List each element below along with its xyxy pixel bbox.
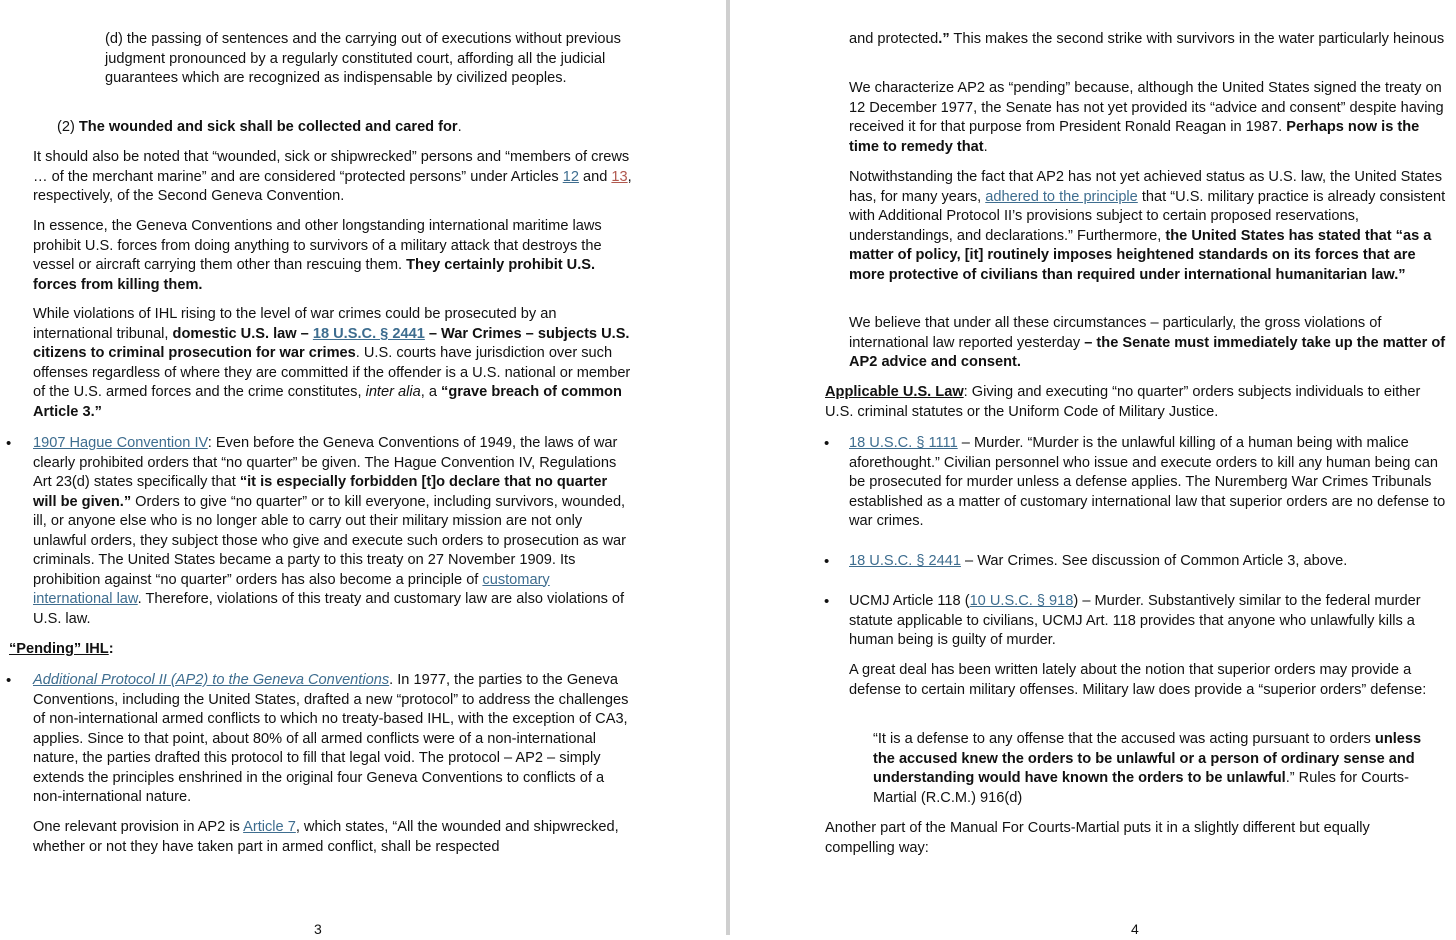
paragraph-great-deal: A great deal has been written lately about the notion that superior orders may provide a defense to certain military offenses. Military law does provide a “superior orders” defense: <box>849 662 1427 698</box>
heading-applicable-law: Applicable U.S. Law <box>825 384 964 400</box>
link-article-7[interactable]: Article 7 <box>243 819 296 835</box>
paragraph-essence <box>33 217 631 295</box>
text: . Therefore, violations of this treaty and customary law are also violations of U.S. law. <box>33 591 625 627</box>
text: , a <box>420 384 442 400</box>
page-number: 3 <box>314 921 322 937</box>
bold-text: – the Senate must immediately take up the matter of AP2 advice and consent. <box>849 334 1446 370</box>
bold-text: Perhaps now is the time to remedy that <box>849 119 1420 155</box>
bullet-point: • <box>824 435 830 452</box>
bullet-18-usc-1111 <box>849 434 1449 532</box>
page-number: 4 <box>1131 921 1139 937</box>
text: and protected <box>849 31 939 47</box>
text: .” Rules for Courts-Martial (R.C.M.) 916(d) <box>873 770 1409 806</box>
text: We believe that under all these circumstances – particularly, the gross violations of international law reported yesterday <box>849 315 1382 351</box>
bullet-ap2 <box>33 671 633 808</box>
text: It should also be noted that “wounded, sick or shipwrecked” persons and “members of crews … of the merchant marine” and are considered “protected persons” under Articles <box>33 149 630 185</box>
text: that “U.S. military practice is already consistent with Additional Protocol II’s provisions subject to certain proposed reservations, understandings, and declarations.” Furthermore, <box>849 188 1446 244</box>
bold-text: the United States has stated that “as a matter of policy, [it] routinely imposes heightened standards on its forces that are more protective of civilians than required under international humanitarian law.” <box>849 227 1432 283</box>
paragraph-protected <box>849 30 1447 50</box>
bold-text: They certainly prohibit U.S. forces from killing them. <box>33 257 596 293</box>
link-article-12[interactable]: 12 <box>562 168 579 185</box>
paragraph-d: (d) the passing of sentences and the carrying out of executions without previous judgment pronounced by a regularly constituted court, affording all the judicial guarantees which are recognized as indispensable by civilized peoples. <box>105 31 621 86</box>
bold-text: – War Crimes – subjects U.S. citizens to criminal prosecution for war crimes <box>33 325 630 361</box>
paragraph-2 <box>57 118 657 138</box>
link-additional-protocol-ii[interactable]: Additional Protocol II (AP2) to the Geneva Conventions <box>33 672 390 688</box>
text: Orders to give “no quarter” or to kill everyone, including survivors, wounded, ill, or anyone else who is no longer able to carry out their military mission are not only unlawful orders, they subject those who give and execute such orders to prosecution as war criminals. The United States became a party to this treaty on 27 November 1909. Its prohibition against “no quarter” orders has also become a principle of <box>33 493 626 588</box>
text: “It is a defense to any offense that the accused was acting pursuant to orders <box>873 731 1375 747</box>
para-2-number: (2) <box>57 119 79 135</box>
text: – War Crimes. See discussion of Common Article 3, above. <box>960 553 1348 569</box>
text: In essence, the Geneva Conventions and other longstanding international maritime laws prohibit U.S. forces from doing anything to survivors of a military attack that destroys the vessel or aircraft carrying them other than rescuing them. <box>33 218 602 273</box>
bullet-point: • <box>6 435 12 452</box>
bold-text: “it is especially forbidden [t]o declare that no quarter will be given.” <box>33 474 608 510</box>
text: . In 1977, the parties to the Geneva Conventions, including the United States, drafted a new “protocol” to address the challenges of non-international armed conflicts to which no treaty-based IHL, with the exception of CA3, applies. Since to that point, about 80% of all armed conflicts were of a non-international nature, the parties drafted this protocol to fill that legal void. The protocol – AP2 – simply extends the principles enshrined in the original four Geneva Conventions to conflicts of a non-international nature. <box>33 672 629 805</box>
text: UCMJ Article 118 ( <box>849 593 970 609</box>
link-customary-international-law[interactable]: customary international law <box>33 571 550 607</box>
text: : Giving and executing “no quarter” orders subjects individuals to either U.S. criminal statutes or the Uniform Code of Military Justice. <box>825 384 1421 420</box>
bold-text: “grave breach of common Article 3.” <box>33 384 622 420</box>
bullet-ucmj-118 <box>849 592 1449 651</box>
paragraph-noted <box>33 148 633 207</box>
paragraph-another: Another part of the Manual For Courts-Martial puts it in a slightly different but equally compelling way: <box>825 820 1370 856</box>
text: Notwithstanding the fact that AP2 has not yet achieved status as U.S. law, the United States has, for many years, <box>849 169 1443 205</box>
text: This makes the second strike with survivors in the water particularly heinous <box>949 31 1445 47</box>
link-hague-convention[interactable]: 1907 Hague Convention IV <box>33 435 208 451</box>
quote-rcm-916 <box>873 730 1443 808</box>
paragraph-believe <box>849 314 1447 373</box>
page-3 <box>0 0 726 935</box>
italic-text: inter alia <box>365 384 421 400</box>
paragraph-while <box>33 305 631 422</box>
heading-colon: : <box>108 641 114 657</box>
text: . U.S. courts have jurisdiction over such offenses regardless of where they are committed if the offender is a U.S. national or member of the U.S. armed forces and the crime constitutes, <box>33 345 631 400</box>
paragraph-relevant <box>33 818 633 857</box>
text: ) – Murder. Substantively similar to the federal murder statute applicable to civilians, UCMJ Art. 118 provides that anyone who unlawfully kills a human being is guilty of murder. <box>849 593 1421 648</box>
bullet-point: • <box>824 593 830 610</box>
text: : Even before the Geneva Conventions of 1949, the laws of war clearly prohibited orders that “no quarter” be given. The Hague Convention IV, Regulations Art 23(d) states specifically that <box>33 435 618 490</box>
heading-text: “Pending” IHL <box>9 641 109 657</box>
paragraph-notwithstanding <box>849 168 1449 285</box>
text: – Murder. “Murder is the unlawful killing of a human being with malice aforethought.” Civilian personnel who issue and execute orders to kill any human being can be prosecuted for murder unless a defense applies. The Nuremberg War Crimes Tribunals established as a matter of customary international law that superior orders are no defense to war crimes. <box>849 435 1446 529</box>
bold-text: unless the accused knew the orders to be unlawful or a person of ordinary sense and understanding would have known the orders to be unlawful <box>873 731 1422 786</box>
bold-text: domestic U.S. law – <box>172 325 313 342</box>
heading-pending-ihl <box>9 640 114 660</box>
text: , which states, “All the wounded and shipwrecked, whether or not they have taken part in armed conflict, shall be respected <box>33 819 619 855</box>
para-2-end: . <box>457 119 462 135</box>
text: One relevant provision in AP2 is <box>33 819 244 835</box>
text: While violations of IHL rising to the level of war crimes could be prosecuted by an international tribunal, <box>33 306 557 342</box>
text: and <box>578 168 612 185</box>
link-adhered-to-principle[interactable]: adhered to the principle <box>985 188 1138 205</box>
bullet-point: • <box>824 553 830 570</box>
text: , respectively, of the Second Geneva Convention. <box>33 168 632 204</box>
text: . <box>983 138 988 155</box>
paragraph-applicable-law <box>825 383 1445 422</box>
link-article-13[interactable]: 13 <box>611 168 628 185</box>
bullet-18-usc-2441 <box>849 552 1449 572</box>
link-10-usc-918[interactable]: 10 U.S.C. § 918 <box>969 593 1074 609</box>
link-18-usc-2441-right[interactable]: 18 U.S.C. § 2441 <box>849 553 961 569</box>
text: We characterize AP2 as “pending” because, although the United States signed the treaty on 12 December 1977, the Senate has not yet provided its “advice and consent” despite having received it for that purpose from President Ronald Reagan in 1987. <box>849 80 1444 135</box>
bullet-hague-convention <box>33 434 633 629</box>
para-2-bold: The wounded and sick shall be collected and cared for <box>78 119 458 135</box>
page-4 <box>730 0 1456 935</box>
paragraph-pending <box>849 79 1447 157</box>
link-18-usc-2441[interactable]: 18 U.S.C. § 2441 <box>312 325 425 342</box>
bold-text: .” <box>938 31 950 47</box>
bullet-point: • <box>6 672 12 689</box>
link-18-usc-1111[interactable]: 18 U.S.C. § 1111 <box>849 435 958 451</box>
